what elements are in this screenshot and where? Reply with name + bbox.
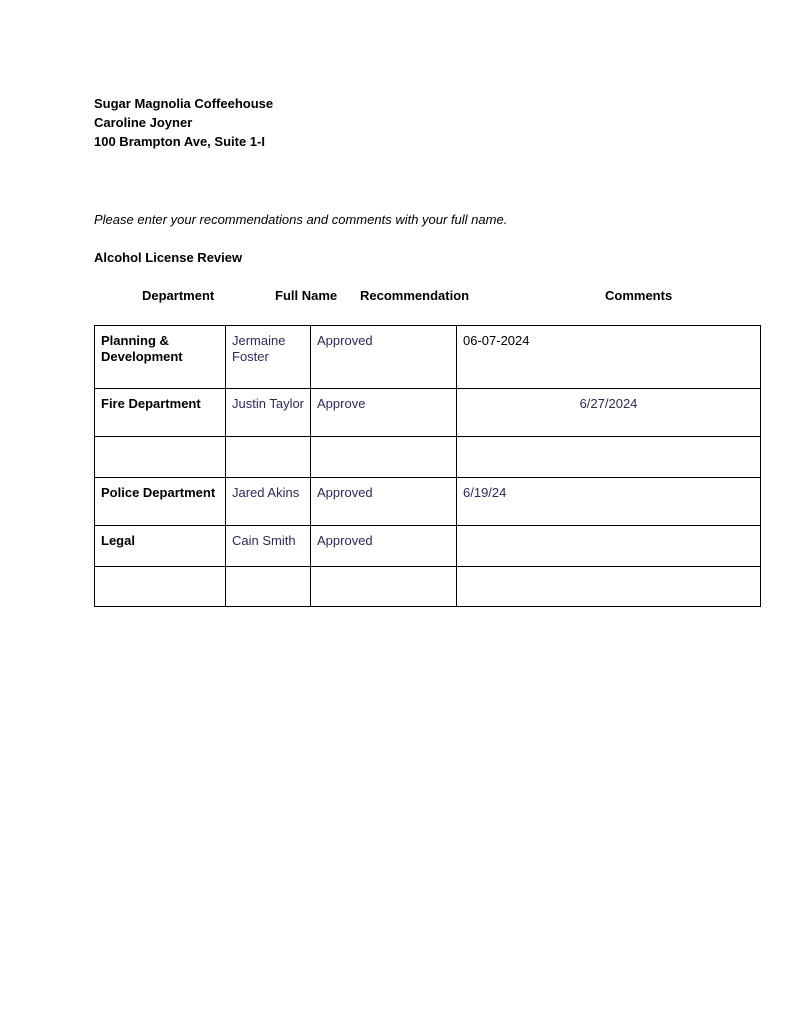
department-cell [95,437,226,478]
department-cell [95,567,226,607]
business-name: Sugar Magnolia Coffeehouse [94,96,274,111]
table-row [95,389,761,437]
owner-name: Caroline Joyner [94,115,193,130]
column-header-full-name: Full Name [275,288,338,303]
department-cell: Planning & Development [95,326,226,389]
full-name-cell[interactable] [226,567,311,607]
department-cell: Legal [95,526,226,567]
table-row [95,526,761,567]
business-header [94,94,273,151]
column-header-comments: Comments [605,288,673,303]
comments-cell[interactable]: 6/27/2024 [457,389,761,437]
table-row [95,478,761,526]
column-header-recommendation: Recommendation [360,288,470,303]
comments-cell[interactable] [457,567,761,607]
recommendation-cell[interactable]: Approved [311,526,457,567]
recommendation-cell[interactable] [311,567,457,607]
instruction-text: Please enter your recommendations and comments with your full name. [94,212,508,227]
section-title: Alcohol License Review [94,250,243,265]
column-header-department: Department [142,288,215,303]
full-name-cell[interactable] [226,437,311,478]
comments-cell[interactable] [457,437,761,478]
recommendation-cell[interactable] [311,437,457,478]
recommendation-cell[interactable]: Approved [311,326,457,389]
recommendation-cell[interactable]: Approve [311,389,457,437]
full-name-cell[interactable]: Jared Akins [226,478,311,526]
comments-cell[interactable]: 6/19/24 [457,478,761,526]
full-name-cell[interactable]: Justin Taylor [226,389,311,437]
full-name-cell[interactable]: Cain Smith [226,526,311,567]
table-row [95,437,761,478]
recommendation-cell[interactable]: Approved [311,478,457,526]
department-cell: Police Department [95,478,226,526]
table-row [95,326,761,389]
comments-cell[interactable] [457,526,761,567]
review-table [94,325,761,607]
department-cell: Fire Department [95,389,226,437]
table-row [95,567,761,607]
business-address: 100 Brampton Ave, Suite 1-I [94,134,265,149]
full-name-cell[interactable]: Jermaine Foster [226,326,311,389]
comments-cell[interactable]: 06-07-2024 [457,326,761,389]
